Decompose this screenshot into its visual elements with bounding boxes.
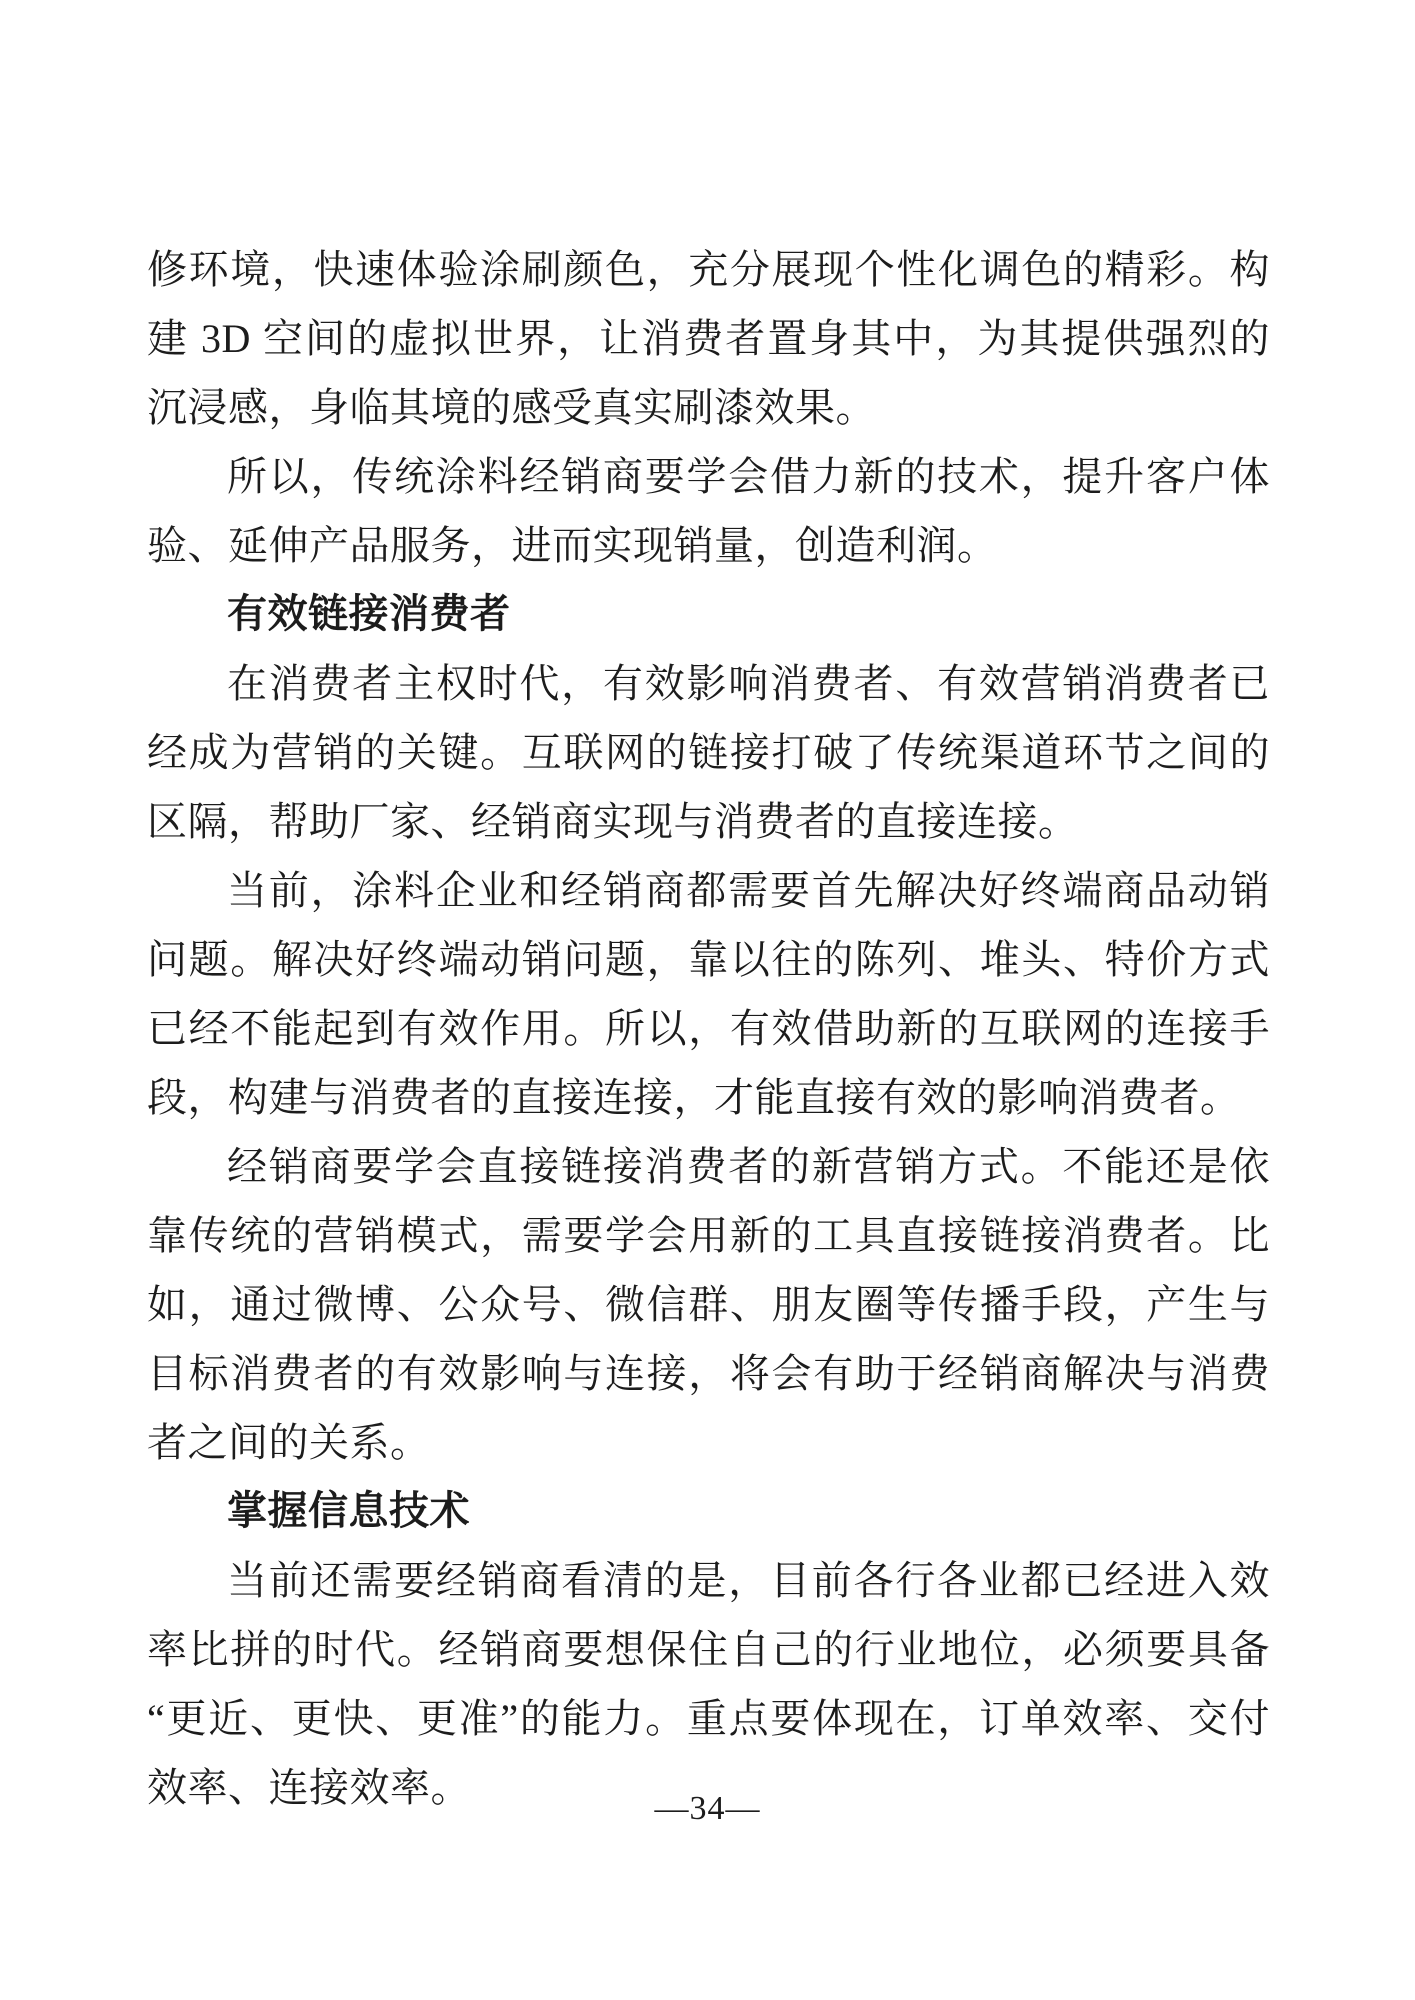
paragraph: 在消费者主权时代，有效影响消费者、有效营销消费者已经成为营销的关键。互联网的链接打破了传统渠道环节之间的区隔，帮助厂家、经销商实现与消费者的直接连接。	[147, 661, 1270, 844]
paragraph: 修环境，快速体验涂刷颜色，充分展现个性化调色的精彩。构建 3D 空间的虚拟世界，让消费者置身其中，为其提供强烈的沉浸感，身临其境的感受真实刷漆效果。	[147, 247, 1270, 430]
paragraph: 当前，涂料企业和经销商都需要首先解决好终端商品动销问题。解决好终端动销问题，靠以往的陈列、堆头、特价方式已经不能起到有效作用。所以，有效借助新的互联网的连接手段，构建与消费者的直接连接，才能直接有效的影响消费者。	[147, 868, 1270, 1120]
section-heading: 有效链接消费者	[227, 592, 511, 636]
paragraph: 所以，传统涂料经销商要学会借力新的技术，提升客户体验、延伸产品服务，进而实现销量，创造利润。	[147, 454, 1270, 568]
paragraph: 当前还需要经销商看清的是，目前各行各业都已经进入效率比拼的时代。经销商要想保住自己的行业地位，必须要具备“更近、更快、更准”的能力。重点要体现在，订单效率、交付效率、连接效率。	[147, 1558, 1270, 1810]
page-number: —34—	[654, 1790, 761, 1827]
document-body	[147, 235, 1270, 1822]
paragraph: 经销商要学会直接链接消费者的新营销方式。不能还是依靠传统的营销模式，需要学会用新的工具直接链接消费者。比如，通过微博、公众号、微信群、朋友圈等传播手段，产生与目标消费者的有效影响与连接，将会有助于经销商解决与消费者之间的关系。	[147, 1144, 1270, 1465]
section-heading: 掌握信息技术	[227, 1489, 470, 1533]
